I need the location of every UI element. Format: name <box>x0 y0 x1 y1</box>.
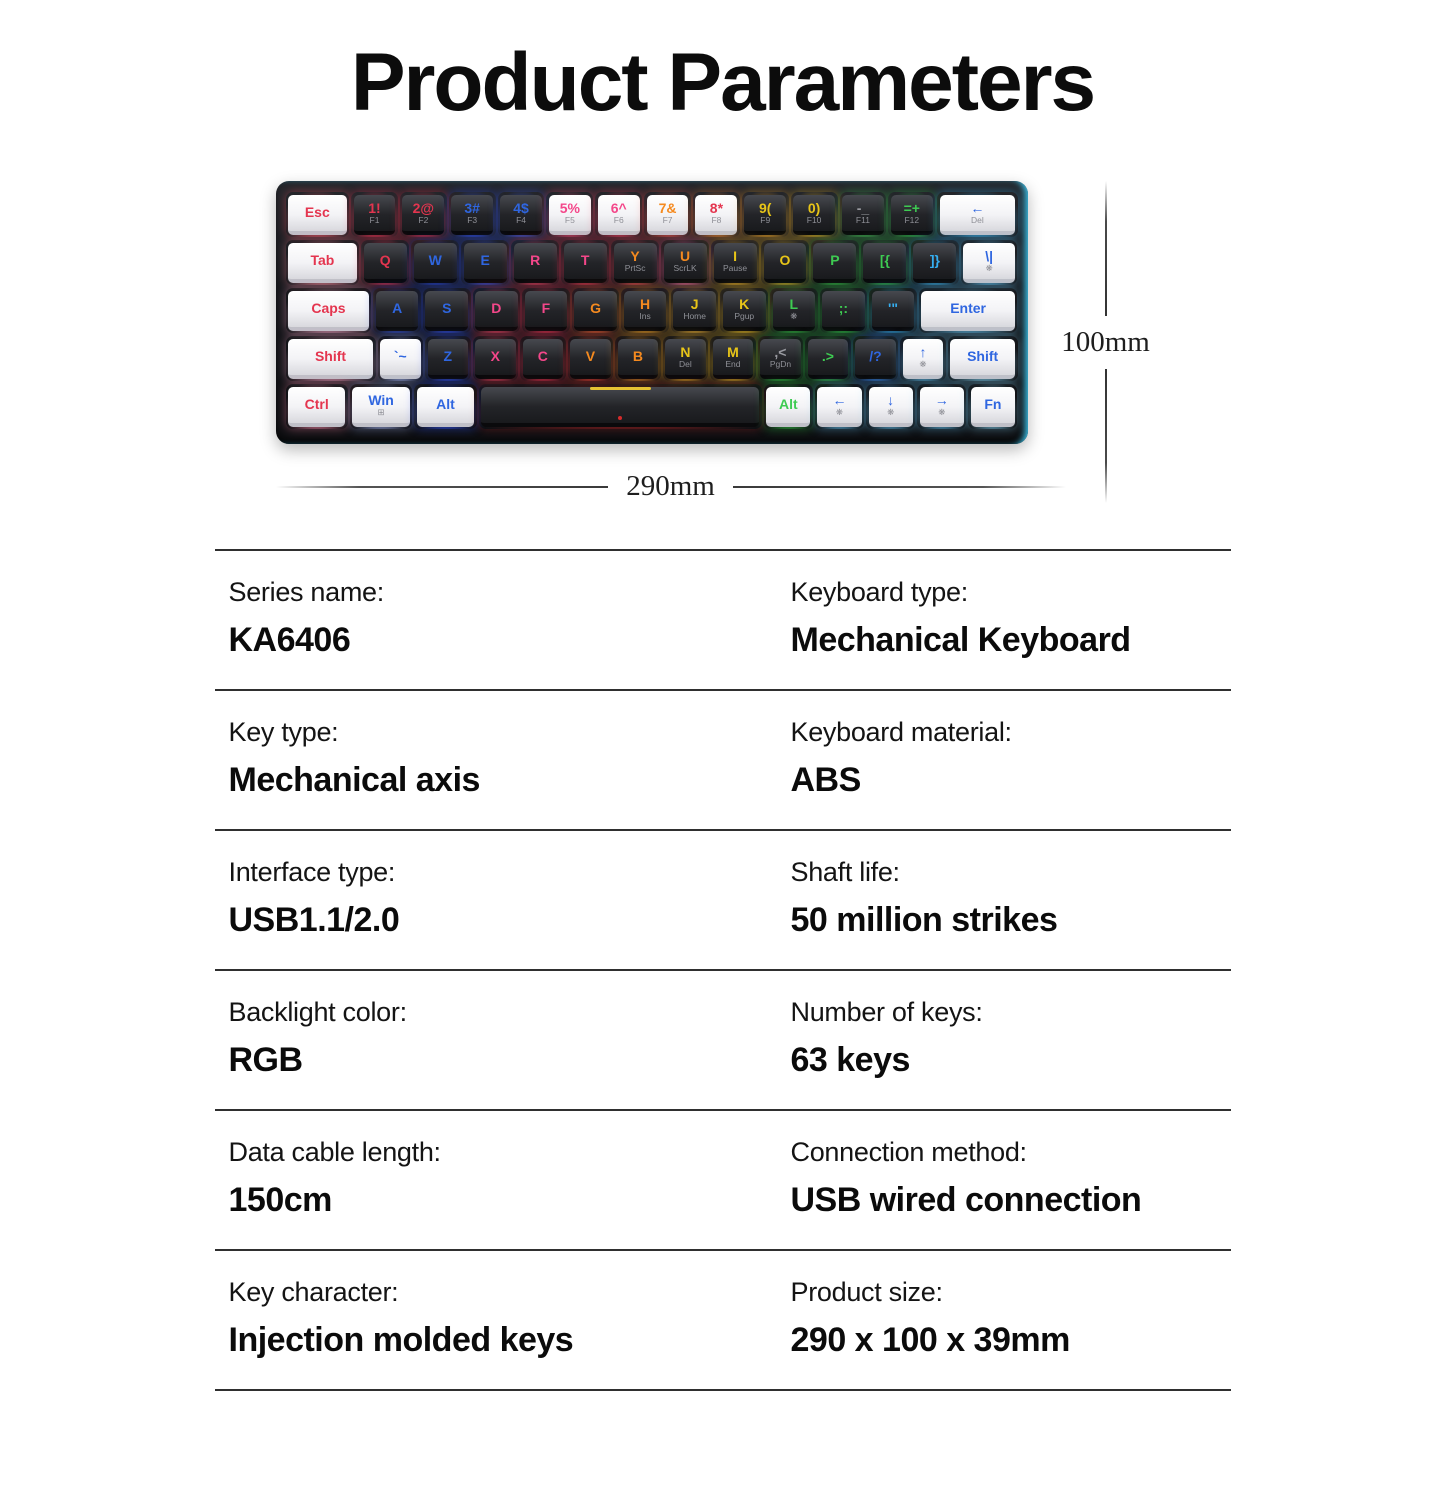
key-sublabel: PrtSc <box>624 262 646 273</box>
key-bracket-open <box>861 240 909 285</box>
key-4 <box>498 192 545 237</box>
spec-value: KA6406 <box>228 621 351 660</box>
key-label: `~ <box>393 348 407 365</box>
key-quote <box>869 288 917 333</box>
key-label: 6^ <box>610 199 627 216</box>
key-label: ]} <box>929 252 940 269</box>
key-9 <box>742 192 789 237</box>
spec-label: Keyboard type: <box>790 577 968 608</box>
width-dimension <box>276 470 1066 503</box>
spec-row <box>215 829 1231 969</box>
spec-label: Number of keys: <box>790 997 983 1028</box>
key-bracket-close <box>911 240 959 285</box>
key-label: Tab <box>310 252 335 269</box>
key-sublabel: F6 <box>613 214 624 225</box>
key-r <box>511 240 559 285</box>
key-sublabel: ❋ <box>790 310 798 321</box>
key-sublabel: End <box>725 358 741 369</box>
key-label: ,< <box>774 343 787 360</box>
spec-value: USB wired connection <box>790 1181 1142 1220</box>
spec-row <box>215 969 1231 1109</box>
key-label: '" <box>887 300 898 317</box>
key-sublabel: Home <box>683 310 706 321</box>
spec-value: Mechanical Keyboard <box>790 621 1131 660</box>
key-s <box>423 288 471 333</box>
key-arrow-right <box>917 384 966 429</box>
key-label: D <box>491 300 502 317</box>
key-label: ↓ <box>887 391 895 408</box>
spec-row <box>215 549 1231 689</box>
key-label: Shift <box>314 348 347 365</box>
key-minus <box>840 192 887 237</box>
key-label: N <box>680 343 691 360</box>
key-w <box>411 240 459 285</box>
key-label: Q <box>379 252 391 269</box>
key-arrow-left <box>815 384 864 429</box>
spec-cell-right <box>791 1277 1231 1389</box>
key-arrow-down <box>866 384 915 429</box>
key-0 <box>791 192 838 237</box>
spec-value: USB1.1/2.0 <box>228 901 400 940</box>
key-backslash <box>961 240 1018 285</box>
key-j <box>671 288 719 333</box>
spec-row <box>215 1109 1231 1249</box>
key-u <box>661 240 709 285</box>
key-sublabel: F1 <box>369 214 380 225</box>
key-semicolon <box>820 288 868 333</box>
spec-row <box>215 1249 1231 1389</box>
key-label: Alt <box>436 396 455 413</box>
key-ctrl <box>286 384 348 429</box>
key-7 <box>644 192 691 237</box>
key-label: J <box>690 295 699 312</box>
key-label: O <box>779 252 791 269</box>
key-sublabel: F7 <box>662 214 673 225</box>
key-sublabel: ❋ <box>835 406 844 417</box>
key-arrow-up <box>900 336 946 381</box>
key-label: -_ <box>856 199 870 216</box>
key-shift-left <box>286 336 376 381</box>
key-z <box>425 336 471 381</box>
key-label: W <box>428 252 442 269</box>
keyboard-row <box>285 288 1019 333</box>
key-sublabel: ⊞ <box>377 406 385 417</box>
key-sublabel: ScrLK <box>673 262 697 273</box>
key-label: → <box>934 391 949 408</box>
key-label: V <box>585 348 596 365</box>
keyboard-keys <box>285 192 1019 429</box>
key-label: 2@ <box>412 199 435 216</box>
key-label: 1! <box>368 199 381 216</box>
key-q <box>361 240 409 285</box>
key-label: B <box>632 348 643 365</box>
key-v <box>568 336 614 381</box>
key-tab <box>286 240 360 285</box>
spec-cell-left <box>229 1277 791 1389</box>
spec-value: RGB <box>228 1041 303 1080</box>
spec-cell-right <box>791 577 1231 689</box>
key-sublabel: F5 <box>564 214 575 225</box>
spec-cell-left <box>229 997 791 1109</box>
key-sublabel: F3 <box>467 214 478 225</box>
height-dimension-label: 100mm <box>1061 325 1150 358</box>
key-label: Shift <box>967 348 999 365</box>
key-label: U <box>679 247 691 264</box>
key-label: \| <box>985 247 994 264</box>
key-b <box>615 336 661 381</box>
key-alt-right <box>764 384 813 429</box>
key-label: Alt <box>779 396 798 413</box>
spec-label: Keyboard material: <box>790 717 1012 748</box>
key-sublabel: Del <box>679 358 692 369</box>
dimension-line-bottom <box>1105 369 1107 504</box>
key-label: Fn <box>984 396 1002 413</box>
key-k <box>720 288 768 333</box>
key-sublabel: F2 <box>418 214 429 225</box>
key-label: Ctrl <box>304 396 329 413</box>
key-sublabel: Ins <box>639 310 651 321</box>
key-label: R <box>530 252 541 269</box>
key-o <box>761 240 809 285</box>
key-c <box>520 336 566 381</box>
spec-cell-left <box>229 717 791 829</box>
key-label: X <box>490 348 501 365</box>
key-i <box>711 240 759 285</box>
key-period <box>805 336 851 381</box>
key-comma <box>758 336 804 381</box>
key-label: ↑ <box>919 343 927 360</box>
page-title: Product Parameters <box>350 37 1095 128</box>
key-label: /? <box>869 348 882 365</box>
key-label: H <box>640 295 651 312</box>
key-label: ;: <box>838 300 849 317</box>
key-sublabel: F4 <box>516 214 526 225</box>
spec-label: Shaft life: <box>790 857 900 888</box>
key-label: [{ <box>879 252 890 269</box>
keyboard-row <box>285 240 1019 285</box>
spec-label: Key character: <box>228 1277 399 1308</box>
spec-label: Series name: <box>228 577 384 608</box>
key-1 <box>351 192 398 237</box>
width-dimension-label: 290mm <box>626 470 715 503</box>
spec-cell-right <box>791 857 1231 969</box>
key-8 <box>693 192 740 237</box>
spec-value: 290 x 100 x 39mm <box>790 1321 1070 1360</box>
key-sublabel: Del <box>970 214 984 225</box>
key-fn <box>968 384 1017 429</box>
key-label: 8* <box>709 199 724 216</box>
keyboard-row <box>285 336 1019 381</box>
keyboard-image <box>276 181 1028 503</box>
key-sublabel: F12 <box>904 214 920 225</box>
keyboard-case <box>276 181 1028 444</box>
key-sublabel: ❋ <box>919 358 927 369</box>
keyboard-row <box>285 384 1019 429</box>
key-l <box>770 288 818 333</box>
key-label: S <box>442 300 452 317</box>
spec-value: 63 keys <box>790 1041 910 1080</box>
key-label: I <box>733 247 737 264</box>
key-label: ← <box>970 199 985 216</box>
spec-cell-left <box>229 857 791 969</box>
key-label: C <box>537 348 548 365</box>
key-del <box>937 192 1017 237</box>
spec-label: Data cable length: <box>228 1137 441 1168</box>
key-label: Z <box>443 348 453 365</box>
key-h <box>621 288 669 333</box>
key-esc <box>286 192 350 237</box>
spec-label: Backlight color: <box>228 997 407 1028</box>
key-label: F <box>541 300 551 317</box>
spec-row <box>215 689 1231 829</box>
key-alt-left <box>414 384 476 429</box>
key-win <box>350 384 412 429</box>
key-t <box>561 240 609 285</box>
key-label: 5% <box>559 199 580 216</box>
key-label: P <box>830 252 840 269</box>
key-sublabel: ❋ <box>887 406 895 417</box>
key-label: Enter <box>950 300 986 317</box>
key-space <box>479 384 762 429</box>
spec-label: Interface type: <box>228 857 396 888</box>
key-shift-right <box>948 336 1018 381</box>
key-label: L <box>789 295 799 312</box>
key-label: Y <box>630 247 640 264</box>
key-backtick <box>378 336 424 381</box>
key-sublabel: F10 <box>806 214 822 225</box>
key-label: T <box>580 252 590 269</box>
spec-cell-right <box>791 997 1231 1109</box>
spec-cell-right <box>791 717 1231 829</box>
spec-cell-right <box>791 1137 1231 1249</box>
key-label: G <box>590 300 601 317</box>
key-6 <box>595 192 642 237</box>
spec-label: Key type: <box>228 717 339 748</box>
key-p <box>811 240 859 285</box>
key-label: 9( <box>759 199 772 216</box>
key-sublabel: ❋ <box>985 262 993 273</box>
key-label: .> <box>821 348 834 365</box>
key-label: 4$ <box>513 199 529 216</box>
key-equals <box>888 192 935 237</box>
key-e <box>461 240 509 285</box>
key-sublabel: F8 <box>711 214 722 225</box>
spec-label: Product size: <box>790 1277 943 1308</box>
key-x <box>473 336 519 381</box>
key-2 <box>400 192 447 237</box>
key-enter <box>919 288 1018 333</box>
key-label: Win <box>368 391 394 408</box>
key-label: 3# <box>464 199 480 216</box>
spec-value: 50 million strikes <box>790 901 1058 940</box>
key-label: ← <box>832 391 847 408</box>
key-3 <box>449 192 496 237</box>
key-label: E <box>480 252 490 269</box>
key-sublabel: F9 <box>760 214 771 225</box>
spec-value: Injection molded keys <box>228 1321 574 1360</box>
height-dimension <box>1042 181 1170 503</box>
key-sublabel: Pause <box>722 262 748 273</box>
key-caps <box>286 288 372 333</box>
key-a <box>373 288 421 333</box>
spec-table <box>215 549 1231 1391</box>
dimension-line-right <box>733 486 1066 488</box>
spec-value: Mechanical axis <box>228 761 480 800</box>
key-label: 7& <box>658 199 677 216</box>
key-slash <box>853 336 899 381</box>
key-g <box>572 288 620 333</box>
key-label: K <box>739 295 750 312</box>
spec-value: 150cm <box>228 1181 332 1220</box>
key-sublabel: ❋ <box>938 406 946 417</box>
key-f <box>522 288 570 333</box>
spec-label: Connection method: <box>790 1137 1027 1168</box>
key-m <box>710 336 756 381</box>
key-d <box>473 288 521 333</box>
key-sublabel: Pgup <box>734 310 755 321</box>
key-label: =+ <box>903 199 920 216</box>
key-sublabel: PgDn <box>769 358 792 369</box>
keyboard-row <box>285 192 1019 237</box>
key-n <box>663 336 709 381</box>
key-label: Caps <box>311 300 346 317</box>
spec-cell-left <box>229 577 791 689</box>
key-label: M <box>727 343 739 360</box>
dimension-line-left <box>276 486 609 488</box>
key-label: 0) <box>807 199 821 216</box>
key-sublabel: F11 <box>855 214 870 225</box>
dimension-line-top <box>1105 181 1107 316</box>
key-5 <box>546 192 593 237</box>
spec-cell-left <box>229 1137 791 1249</box>
key-label: Esc <box>304 204 330 221</box>
key-label: A <box>392 300 403 317</box>
product-hero <box>0 181 1445 503</box>
spec-value: ABS <box>790 761 861 800</box>
key-y <box>611 240 659 285</box>
